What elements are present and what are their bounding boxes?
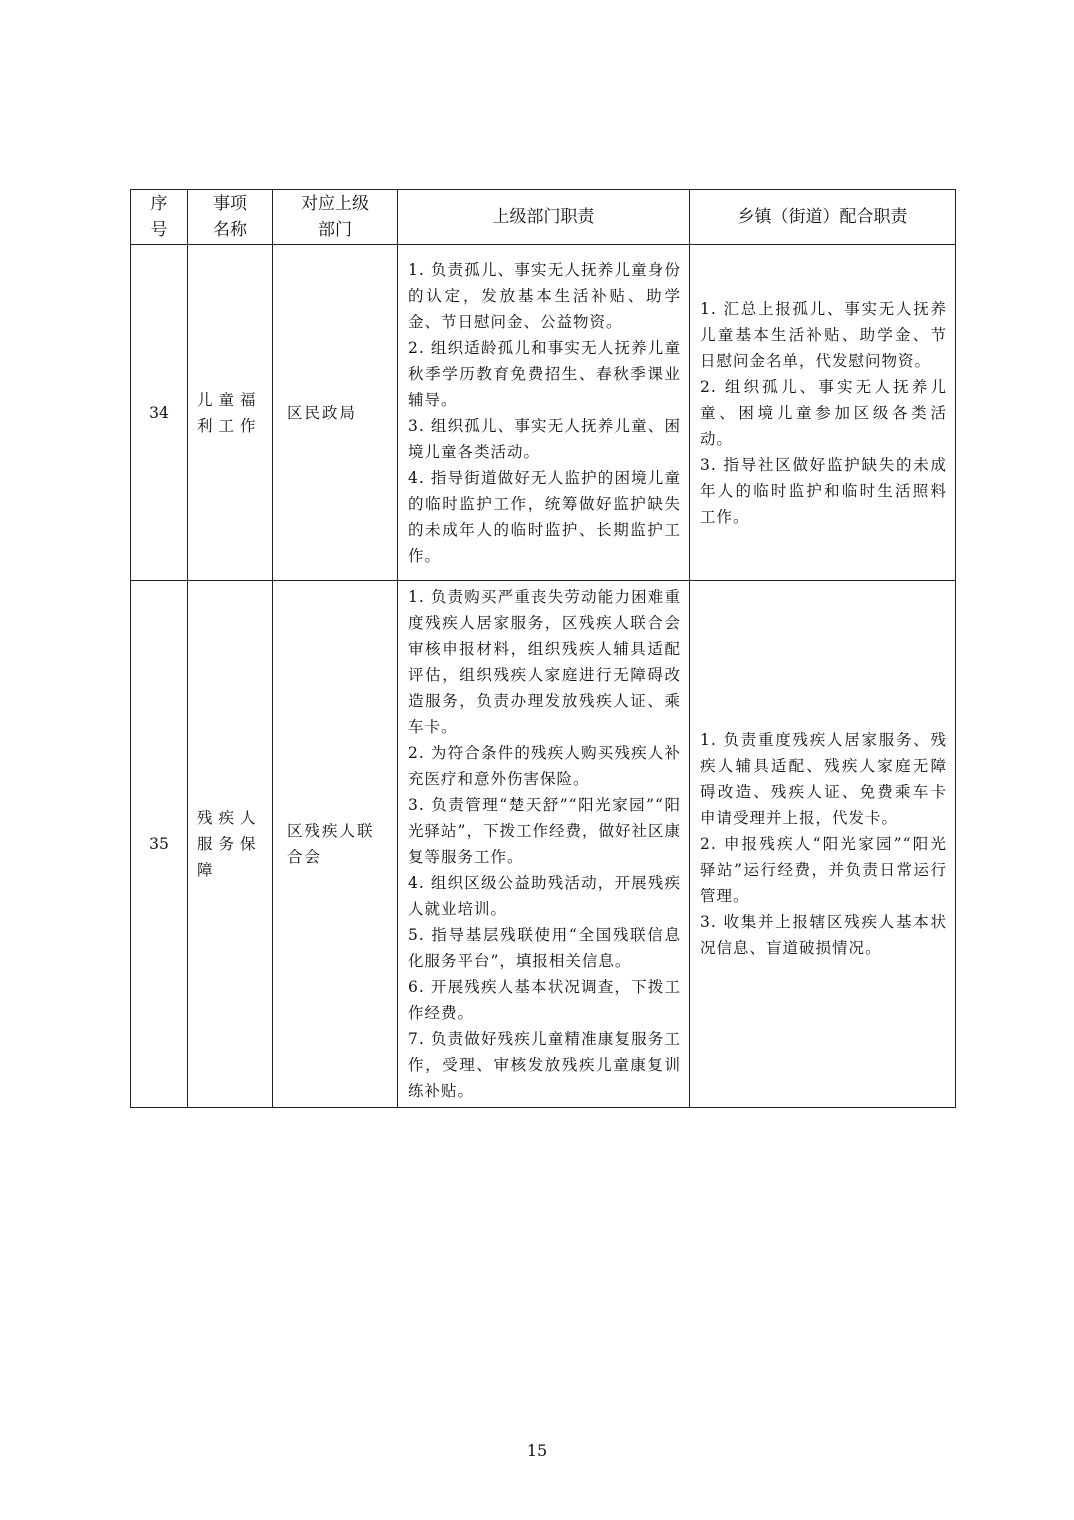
duty-item: 2. 申报残疾人“阳光家园”“阳光驿站”运行经费，并负责日常运行管理。 (700, 835, 947, 905)
duty-item: 3. 负责管理“楚天舒”“阳光家园”“阳光驿站”，下拨工作经费，做好社区康复等服务工作。 (408, 796, 681, 866)
duty-item: 3. 组织孤儿、事实无人抚养儿童、困境儿童各类活动。 (408, 416, 681, 461)
header-dept-line2: 部门 (318, 220, 352, 240)
row-upper-duties (398, 581, 690, 1108)
table-row (131, 245, 956, 581)
header-seq-line2: 号 (150, 220, 168, 240)
row-town-duties (690, 245, 956, 581)
duty-item: 1. 负责购买严重丧失劳动能力困难重度残疾人居家服务，区残疾人联合会审核申报材料，组织残疾人辅具适配评估，组织残疾人家庭进行无障碍改造服务，负责办理发放残疾人证、乘车卡。 (408, 588, 681, 736)
duty-item: 2. 组织孤儿、事实无人抚养儿童、困境儿童参加区级各类活动。 (700, 377, 947, 448)
duty-table (130, 189, 956, 1108)
row-dept: 区残疾人联合会 (273, 581, 398, 1108)
header-item-line2: 名称 (213, 220, 247, 240)
row-upper-duties (398, 245, 690, 581)
row-item-name: 儿童福利工作 (188, 245, 273, 581)
header-upper-duties: 上级部门职责 (398, 190, 690, 245)
duty-item: 5. 指导基层残联使用“全国残联信息化服务平台”，填报相关信息。 (408, 926, 681, 970)
header-seq-line1: 序 (150, 194, 168, 214)
page-number: 15 (526, 1441, 548, 1460)
duty-item: 4. 组织区级公益助残活动，开展残疾人就业培训。 (408, 874, 681, 918)
header-item (188, 190, 273, 245)
duty-item: 4. 指导街道做好无人监护的困境儿童的临时监护工作，统筹做好监护缺失的未成年人的临时监护、长期监护工作。 (408, 468, 681, 565)
header-seq (131, 190, 188, 245)
duty-item: 3. 收集并上报辖区残疾人基本状况信息、盲道破损情况。 (700, 913, 947, 957)
row-seq: 35 (131, 581, 188, 1108)
row-dept: 区民政局 (273, 245, 398, 581)
header-dept (273, 190, 398, 245)
table-row (131, 581, 956, 1108)
table-header-row (131, 190, 956, 245)
duty-item: 1. 汇总上报孤儿、事实无人抚养儿童基本生活补贴、助学金、节日慰问金名单，代发慰问物资。 (700, 299, 947, 370)
duty-item: 2. 组织适龄孤儿和事实无人抚养儿童秋季学历教育免费招生、春秋季课业辅导。 (408, 338, 681, 409)
header-dept-line1: 对应上级 (301, 194, 369, 214)
header-town-duties: 乡镇（街道）配合职责 (690, 190, 956, 245)
row-item-name: 残疾人服务保障 (188, 581, 273, 1108)
duty-item: 3. 指导社区做好监护缺失的未成年人的临时监护和临时生活照料工作。 (700, 455, 947, 526)
row-town-duties (690, 581, 956, 1108)
header-item-line1: 事项 (213, 194, 247, 214)
row-seq: 34 (131, 245, 188, 581)
duty-item: 6. 开展残疾人基本状况调查，下拨工作经费。 (408, 978, 681, 1022)
duty-item: 1. 负责重度残疾人居家服务、残疾人辅具适配、残疾人家庭无障碍改造、残疾人证、免费乘车卡申请受理并上报，代发卡。 (700, 731, 947, 827)
duty-item: 7. 负责做好残疾儿童精准康复服务工作，受理、审核发放残疾儿童康复训练补贴。 (408, 1030, 681, 1100)
duty-item: 2. 为符合条件的残疾人购买残疾人补充医疗和意外伤害保险。 (408, 744, 681, 788)
duty-item: 1. 负责孤儿、事实无人抚养儿童身份的认定，发放基本生活补贴、助学金、节日慰问金、公益物资。 (408, 260, 681, 331)
